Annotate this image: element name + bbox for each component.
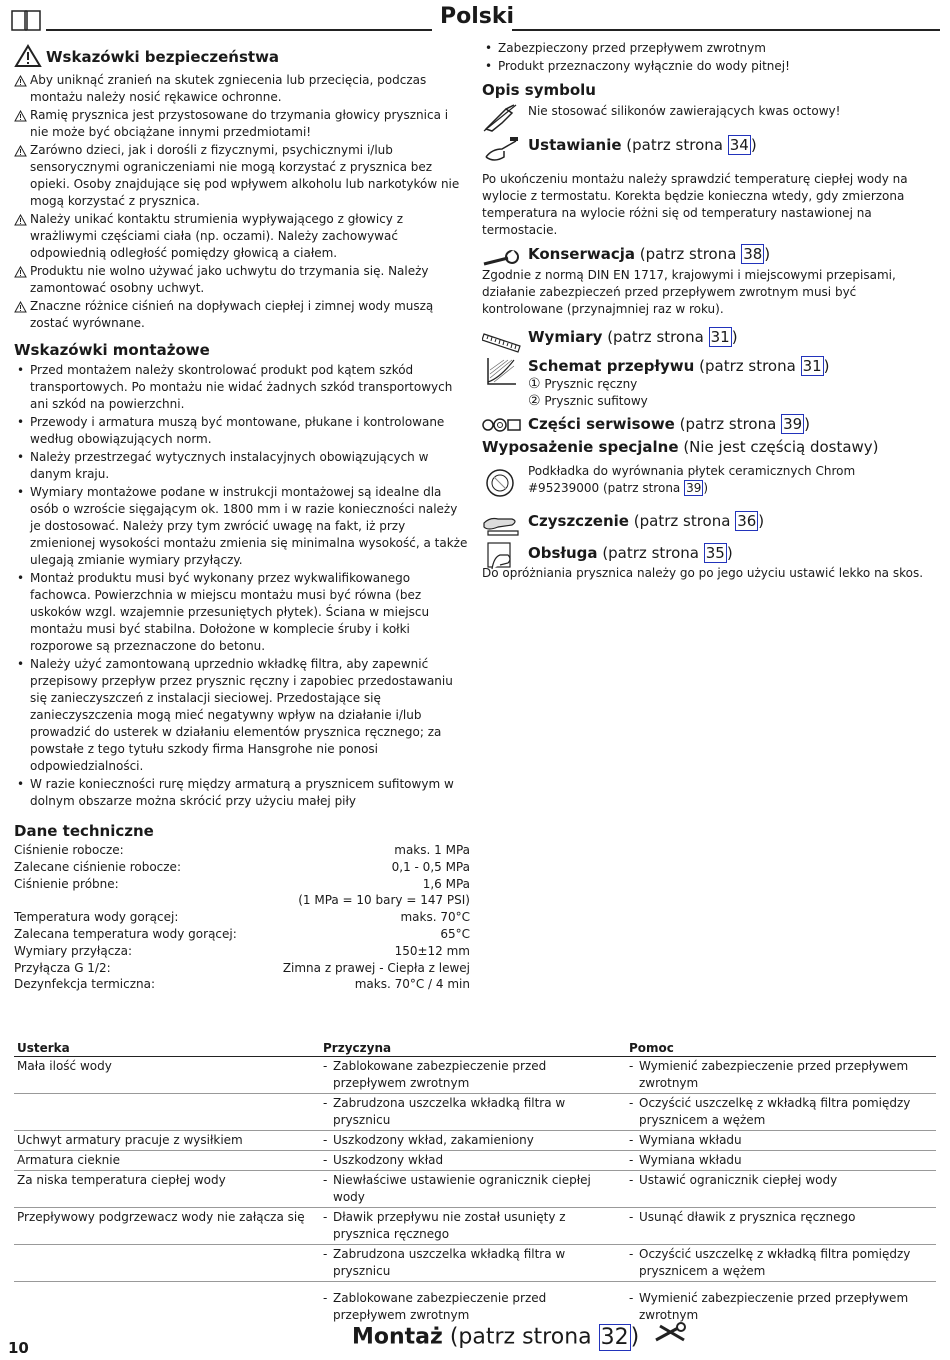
special-item-line1: Podkładka do wyrównania płytek ceramicznych Chrom	[528, 464, 856, 478]
ruler-icon	[482, 324, 522, 354]
dimensions-title: Wymiary	[528, 328, 603, 346]
cause-text: - Dławik przepływu nie został usunięty z prysznica ręcznego	[323, 1209, 623, 1243]
tech-row	[14, 876, 470, 893]
remedy-text: - Oczyścić uszczelkę z wkładką filtra pomiędzy prysznicem a wężem	[629, 1246, 933, 1280]
cleaning-row	[482, 509, 940, 539]
safety-item-text: Aby uniknąć zranień na skutek zgniecenia lub przecięcia, podczas montażu należy nosić rękawice ochronne.	[30, 73, 427, 104]
operation-ref-close: )	[726, 544, 733, 562]
maintenance-text: Zgodnie z normą DIN EN 1717, krajowymi i miejscowymi przepisami, działanie zabezpieczeń przed przepływem zwrotnym musi być kontrolowane (przynajmniej raz w roku).	[482, 268, 896, 316]
operation-title: Obsługa	[528, 544, 598, 562]
safety-item	[14, 211, 470, 262]
book-icon	[10, 8, 42, 32]
table-row	[14, 1245, 936, 1282]
special-heading	[482, 437, 940, 457]
operation-text: Do opróżniania prysznica należy go po jego użyciu ustawić lekko na skos.	[482, 566, 924, 580]
fault-cell	[14, 1282, 320, 1326]
fault-table-header	[14, 1040, 936, 1057]
cleaning-page-link[interactable]: 36	[737, 512, 757, 530]
dimensions-heading	[528, 324, 940, 347]
fault-cell: Za niska temperatura ciepłej wody	[14, 1171, 320, 1208]
mounting-item: • Przewody i armatura muszą być montowane, płukane i kontrolowane według obowiązujących norm.	[14, 414, 470, 448]
maintenance-row	[482, 244, 940, 274]
tech-label: Dezynfekcja termiczna:	[14, 977, 156, 992]
tech-label: Zalecane ciśnienie robocze:	[14, 859, 181, 874]
safety-item-text: Produktu nie wolno używać jako uchwytu do trzymania się. Należy zamontować osobny uchwyt.	[30, 264, 429, 295]
tech-value: (1 MPa = 10 bary = 147 PSI)	[298, 893, 470, 908]
mounting-title: Wskazówki montażowe	[14, 341, 210, 359]
warning-icon	[14, 44, 42, 73]
tech-label: Przyłącza G 1/2:	[14, 960, 111, 975]
safety-list	[14, 72, 470, 332]
cleaning-title: Czyszczenie	[528, 512, 629, 530]
fault-table	[14, 1040, 936, 1325]
dimensions-page-link[interactable]: 31	[710, 328, 730, 346]
special-title: Wyposażenie specjalne	[482, 438, 679, 456]
spare-page-link[interactable]: 39	[783, 415, 803, 433]
special-page-link[interactable]: 39	[686, 481, 702, 495]
tech-label: Ciśnienie robocze:	[14, 843, 124, 857]
tech-title: Dane techniczne	[14, 822, 154, 840]
tech-row	[14, 960, 470, 977]
mounting-item: • Wymiary montażowe podane w instrukcji montażowej są idealne dla osób o wzroście sięgającym ok. 1800 mm i w razie konieczności należy je dostosować. Należy przy tym zwrócić uwagę na fakt, iż przy zmienionej wysokości montażu zmienia się minimalna wysokość, a także ulegają zmianie wymiary przyłączy.	[14, 484, 470, 569]
warning-triangle-icon	[14, 110, 27, 127]
tech-table	[14, 842, 470, 993]
spare-parts-icon	[482, 414, 522, 436]
special-ref-close: )	[703, 481, 709, 495]
fault-cell	[14, 1245, 320, 1282]
warning-triangle-icon	[14, 145, 27, 162]
remedy-cell	[626, 1282, 936, 1326]
spare-ref: (patrz strona	[679, 415, 782, 433]
remedy-cell	[626, 1151, 936, 1171]
silicone-row	[482, 103, 940, 133]
tech-row	[14, 892, 470, 909]
special-note: (Nie jest częścią dostawy)	[683, 438, 879, 456]
safety-item	[14, 72, 470, 106]
mounting-item: • Przed montażem należy skontrolować produkt pod kątem szkód transportowych. Po montażu nie widać żadnych szkód transportowych ani szkód na powierzchni.	[14, 362, 470, 413]
cause-text: - Zabrudzona uszczelka wkładką filtra w prysznicu	[323, 1246, 623, 1280]
fault-cell: Armatura cieknie	[14, 1151, 320, 1171]
tech-value: maks. 70°C / 4 min	[354, 977, 470, 992]
flow-heading	[528, 356, 940, 376]
maintenance-ref-close: )	[764, 245, 771, 263]
safety-item	[14, 142, 470, 210]
maintenance-ref: (patrz strona	[639, 245, 742, 263]
spare-heading	[528, 414, 940, 434]
remedy-text: - Wymienić zabezpieczenie przed przepływem zwrotnym	[629, 1058, 933, 1092]
right-bullet-item: • Zabezpieczony przed przepływem zwrotnym	[482, 40, 940, 57]
cause-cell	[320, 1131, 626, 1151]
cause-cell	[320, 1094, 626, 1131]
remedy-cell	[626, 1131, 936, 1151]
right-bullet-item: • Produkt przeznaczony wyłącznie do wody pitnej!	[482, 58, 940, 75]
tech-row	[14, 926, 470, 943]
setting-ref-close: )	[750, 136, 757, 154]
maintenance-heading	[528, 244, 940, 264]
cause-header: Przyczyna	[320, 1040, 626, 1057]
remedy-header: Pomoc	[626, 1040, 936, 1057]
remedy-text: - Oczyścić uszczelkę z wkładką filtra pomiędzy prysznicem a wężem	[629, 1095, 933, 1129]
safety-title: Wskazówki bezpieczeństwa	[46, 48, 280, 66]
fault-cell: Przepływowy podgrzewacz wody nie załącza się	[14, 1208, 320, 1245]
remedy-cell	[626, 1171, 936, 1208]
mounting-item: • Należy użyć zamontowaną uprzednio wkładkę filtra, aby zapewnić przepisowy przepływ przez prysznic ręczny i zapobiec przedostawaniu się zanieczyszczeń z instalacji sieciowej. Przedostające się zanieczyszczenia mogą mieć negatywny wpływ na działanie i/lub prowadzić do usterek w działaniu elementów prysznica ręcznego; za powstałe z tego tytułu szkody firma Hansgrohe nie ponosi odpowiedzialności.	[14, 656, 470, 775]
table-row	[14, 1131, 936, 1151]
table-row	[14, 1171, 936, 1208]
left-column	[14, 44, 470, 993]
tech-row	[14, 976, 470, 993]
tech-value: 1,6 MPa	[422, 876, 470, 891]
flow-item-number: ①	[528, 376, 541, 392]
special-item-line2	[528, 480, 940, 497]
table-row	[14, 1151, 936, 1171]
operation-ref: (patrz strona	[602, 544, 704, 562]
footer-page-link[interactable]: 32	[600, 1324, 629, 1350]
tech-value: 65°C	[440, 926, 470, 941]
setting-row	[482, 135, 940, 165]
cause-text: - Zablokowane zabezpieczenie przed przepływem zwrotnym	[323, 1058, 623, 1092]
header-rule-right	[512, 29, 940, 31]
tech-label: Temperatura wody gorącej:	[14, 910, 179, 925]
mounting-item: • Montaż produktu musi być wykonany przez wykwalifikowanego fachowca. Powierzchnia w miejscu montażu musi być równa (bez uskoków wzgl. wzajemnie przesuniętych płytek). Ściana w miejscu montażu musi być stabilna. Dołożone w komplecie śruby i kołki rozporowe są przeznaczone do betonu.	[14, 570, 470, 655]
remedy-cell	[626, 1094, 936, 1131]
mounting-item: • W razie konieczności rurę między armaturą a prysznicem sufitowym w dolnym obszarze można skrócić przy użyciu małej piły	[14, 776, 470, 810]
tech-value: 0,1 - 0,5 MPa	[391, 859, 470, 874]
operation-page-link[interactable]: 35	[705, 544, 725, 562]
cause-cell	[320, 1282, 626, 1326]
page-number: 10	[8, 1339, 29, 1357]
flow-item-number: ②	[528, 393, 541, 409]
symbol-title: Opis symbolu	[482, 81, 596, 99]
flow-item-label: Prysznic ręczny	[544, 377, 638, 391]
dimensions-ref-close: )	[731, 328, 738, 346]
operation-heading	[528, 541, 940, 563]
tools-icon	[654, 1322, 688, 1353]
tech-row	[14, 943, 470, 960]
flow-item-label: Prysznic sufitowy	[544, 394, 648, 408]
wrench-icon	[482, 244, 522, 274]
header-rule-left	[46, 29, 432, 31]
cause-text: - Niewłaściwe ustawienie ogranicznik ciepłej wody	[323, 1172, 623, 1206]
flow-chart-icon	[482, 356, 522, 386]
spare-ref-close: )	[804, 415, 811, 433]
footer-ref: (patrz strona	[449, 1324, 599, 1350]
flow-item-1	[528, 376, 940, 393]
maintenance-title: Konserwacja	[528, 245, 635, 263]
flow-page-link[interactable]: 31	[802, 357, 822, 375]
footer-heading	[352, 1322, 688, 1353]
safety-item-text: Ramię prysznica jest przystosowane do trzymania głowicy prysznica i nie może być obciążane innymi przedmiotami!	[30, 108, 449, 139]
safety-heading	[14, 44, 470, 70]
cause-text: - Zabrudzona uszczelka wkładką filtra w prysznicu	[323, 1095, 623, 1129]
warning-triangle-icon	[14, 301, 27, 318]
table-row	[14, 1282, 936, 1326]
cause-cell	[320, 1245, 626, 1282]
cleaning-hand-icon	[482, 509, 522, 539]
fault-cell: Mała ilość wody	[17, 1059, 112, 1073]
maintenance-page-link[interactable]: 38	[743, 245, 763, 263]
footer-title: Montaż	[352, 1324, 443, 1350]
warning-triangle-icon	[14, 266, 27, 283]
spare-title: Części serwisowe	[528, 415, 675, 433]
setting-title: Ustawianie	[528, 136, 622, 154]
remedy-text: - Wymiana wkładu	[629, 1132, 933, 1149]
cause-cell	[320, 1208, 626, 1245]
cause-cell	[320, 1057, 626, 1094]
spare-row	[482, 414, 940, 436]
silicone-gun-icon	[482, 103, 522, 133]
special-item-row	[482, 463, 940, 503]
tech-row	[14, 909, 470, 926]
flow-ref-close: )	[823, 357, 830, 375]
right-bullet-list	[482, 40, 940, 75]
table-row	[14, 1208, 936, 1245]
cleaning-heading	[528, 509, 940, 531]
tech-label: Ciśnienie próbne:	[14, 876, 119, 891]
fault-cell: Uchwyt armatury pracuje z wysiłkiem	[14, 1131, 320, 1151]
remedy-cell	[626, 1208, 936, 1245]
table-row	[14, 1094, 936, 1131]
tech-label: Zalecana temperatura wody gorącej:	[14, 926, 237, 941]
footer-ref-close: )	[630, 1324, 640, 1350]
remedy-cell	[626, 1057, 936, 1094]
silicone-note: Nie stosować silikonów zawierających kwas octowy!	[528, 104, 841, 118]
setting-text: Po ukończeniu montażu należy sprawdzić temperaturę ciepłej wody na wylocie z termostatu. Korekta będzie konieczna wtedy, gdy zmierzona temperatura na wylocie różni się od temperatury nastawionej na termostacie.	[482, 172, 908, 237]
remedy-text: - Ustawić ogranicznik ciepłej wody	[629, 1172, 933, 1189]
tech-row	[14, 842, 470, 859]
safety-item	[14, 107, 470, 141]
language-title: Polski	[440, 4, 515, 29]
safety-item	[14, 298, 470, 332]
right-column	[482, 40, 940, 582]
safety-item-text: Należy unikać kontaktu strumienia wypływającego z głowicy z wrażliwymi częściami ciała (np. oczami). Należy zachowywać odpowiednią odległość pomiędzy głowicą a ciałem.	[30, 212, 404, 260]
fault-header: Usterka	[14, 1040, 320, 1057]
flow-row	[482, 356, 940, 410]
cleaning-ref-close: )	[758, 512, 765, 530]
cause-text: - Zablokowane zabezpieczenie przed przepływem zwrotnym	[323, 1290, 623, 1324]
remedy-cell	[626, 1245, 936, 1282]
safety-item-text: Znaczne różnice ciśnień na dopływach ciepłej i zimnej wody muszą zostać wyrównane.	[30, 299, 434, 330]
dimensions-row	[482, 324, 940, 354]
tech-label: Wymiary przyłącza:	[14, 943, 132, 958]
flow-title: Schemat przepływu	[528, 357, 695, 375]
tech-value: maks. 1 MPa	[394, 843, 470, 857]
fault-cell	[14, 1094, 320, 1131]
mounting-item: • Należy przestrzegać wytycznych instalacyjnych obowiązujących w danym kraju.	[14, 449, 470, 483]
warning-triangle-icon	[14, 214, 27, 231]
screwdriver-hand-icon	[482, 135, 522, 165]
cause-cell	[320, 1171, 626, 1208]
tech-value: Zimna z prawej - Ciepła z lewej	[282, 960, 470, 975]
fault-table-body	[14, 1057, 936, 1326]
flow-ref: (patrz strona	[699, 357, 801, 375]
warning-triangle-icon	[14, 75, 27, 92]
cause-text: - Uszkodzony wkład	[323, 1152, 623, 1169]
operation-row	[482, 541, 940, 571]
setting-ref: (patrz strona	[626, 136, 728, 154]
safety-item-text: Zarówno dzieci, jak i dorośli z fizycznymi, psychicznymi i/lub sensorycznymi ograniczeniami nie mogą korzystać z prysznica bez opieki. Osoby znajdujące się pod wpływem alkoholu lub narkotyków nie mogą korzystać z prysznica.	[30, 143, 460, 208]
tech-row	[14, 859, 470, 876]
cause-cell	[320, 1151, 626, 1171]
setting-page-link[interactable]: 34	[729, 136, 749, 154]
cleaning-ref: (patrz strona	[633, 512, 736, 530]
safety-item	[14, 263, 470, 297]
mounting-list	[14, 362, 470, 810]
setting-heading	[528, 135, 940, 155]
tech-value: maks. 70°C	[400, 910, 470, 925]
table-row	[14, 1057, 936, 1094]
remedy-text: - Usunąć dławik z prysznica ręcznego	[629, 1209, 933, 1226]
remedy-text: - Wymienić zabezpieczenie przed przepływem zwrotnym	[629, 1290, 933, 1324]
remedy-text: - Wymiana wkładu	[629, 1152, 933, 1169]
dimensions-ref: (patrz strona	[607, 328, 709, 346]
special-item-ref: #95239000 (patrz strona	[528, 481, 685, 495]
tile-washer-icon	[482, 463, 522, 503]
flow-item-2	[528, 393, 940, 410]
operation-hand-icon	[482, 541, 522, 571]
tech-value: 150±12 mm	[394, 943, 470, 958]
cause-text: - Uszkodzony wkład, zakamieniony	[323, 1132, 623, 1149]
